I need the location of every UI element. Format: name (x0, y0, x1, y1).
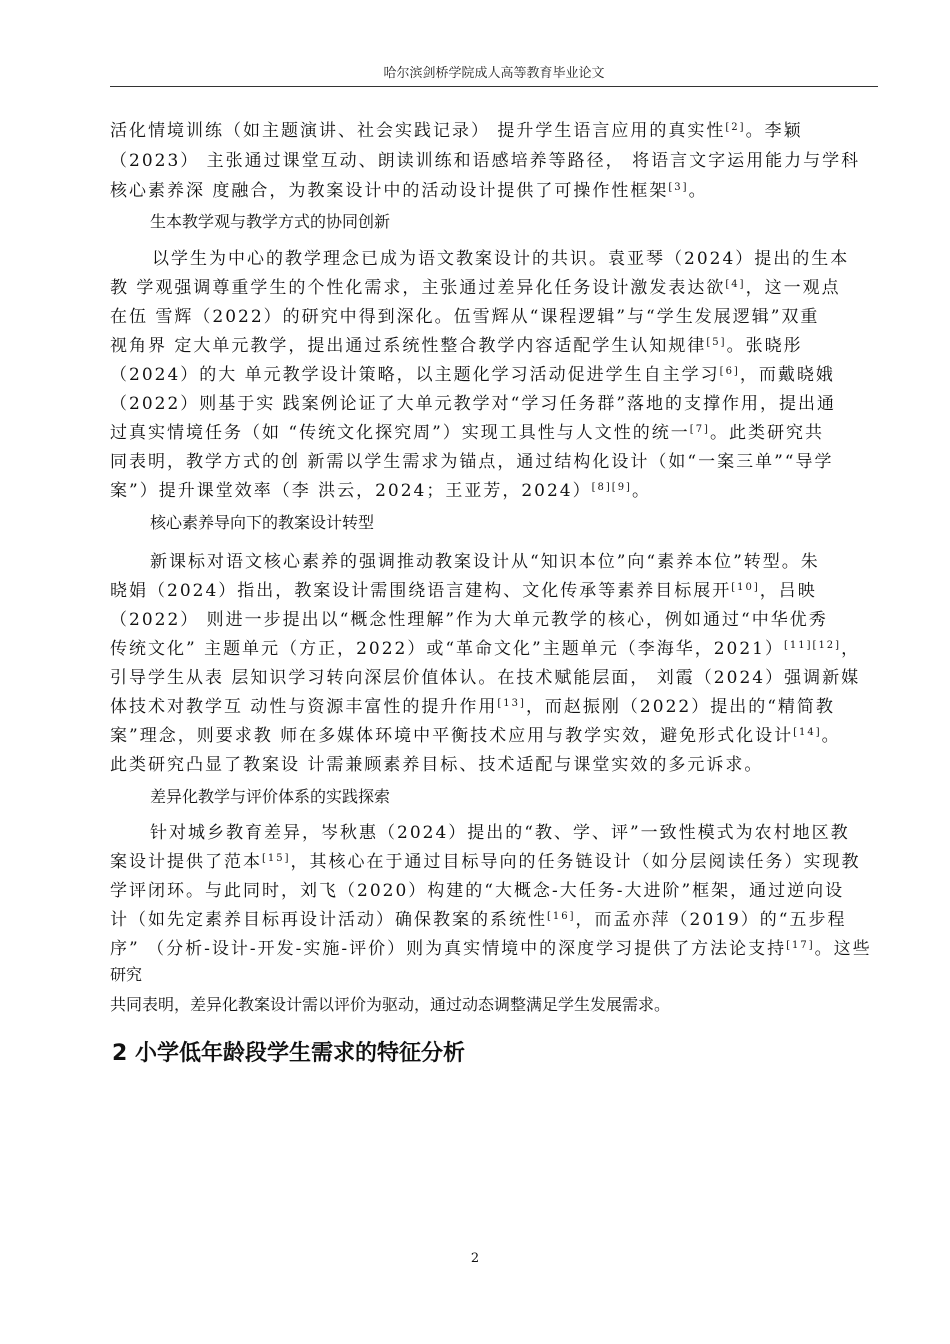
citation-superscript: [5] (706, 337, 727, 348)
text-line (110, 277, 841, 299)
line-text-after: 。 (688, 181, 708, 201)
citation-superscript: [10] (731, 582, 760, 593)
line-text: 以学生为中心的教学理念已成为语文教案设计的共识。袁亚琴（2024）提出的生本 (152, 249, 850, 269)
line-text: 教 学观强调尊重学生的个性化需求，主张通过差异化任务设计激发表达欲 (110, 278, 726, 298)
citation-superscript: [7] (689, 424, 710, 435)
line-text: 传统文化” 主题单元（方正，2022）或“革命文化”主题单元（李海华，2021） (110, 639, 785, 659)
line-text-after: ，而戴晓娥 (739, 365, 835, 385)
citation-superscript: [16] (547, 911, 576, 922)
line-text-after: 。 (631, 481, 651, 501)
text-line (110, 609, 828, 631)
page-number: 2 (470, 1251, 480, 1266)
line-text-after: ，吕映 (759, 581, 817, 601)
text-line (110, 120, 803, 142)
line-text: 生本教学观与教学方式的协同创新 (150, 212, 391, 231)
line-text: 案”）提升课堂效率（李 洪云，2024；王亚芳，2024） (110, 481, 592, 501)
citation-superscript: [6] (719, 366, 740, 377)
text-line (150, 551, 820, 573)
text-line (110, 180, 708, 202)
text-line (110, 754, 763, 776)
text-line (110, 638, 860, 660)
line-text: 视角界 定大单元教学，提出通过系统性整合教学内容适配学生认知规律 (110, 336, 707, 356)
line-text: 核心素养深 度融合，为教案设计中的活动设计提供了可操作性框架 (110, 181, 669, 201)
line-text: 核心素养导向下的教案设计转型 (150, 513, 375, 532)
citation-superscript: [13] (497, 698, 526, 709)
header-rule (110, 86, 878, 87)
text-line (150, 512, 374, 534)
citation-superscript: [11][12] (784, 640, 842, 651)
line-text: 引导学生从表 层知识学习转向深层价值体认。在技术赋能层面， 刘霞（2024）强调新媒 (110, 668, 861, 688)
line-text: 案设计提供了范本 (110, 852, 262, 872)
text-line (110, 696, 835, 718)
citation-superscript: [17] (786, 940, 815, 951)
line-text: 活化情境训练（如主题演讲、社会实践记录） 提升学生语言应用的真实性 (110, 121, 726, 141)
line-text: 此类研究凸显了教案设 计需兼顾素养目标、技术适配与课堂实效的多元诉求。 (110, 755, 764, 775)
line-text-after: ，这一观点 (745, 278, 841, 298)
line-text-after: ， (841, 639, 861, 659)
line-text: 案”理念，则要求教 师在多媒体环境中平衡技术应用与教学实效，避免形式化设计 (110, 726, 794, 746)
text-line (110, 725, 841, 747)
text-line (150, 211, 390, 233)
text-line (150, 786, 390, 808)
text-line (110, 480, 651, 502)
text-line (110, 964, 142, 986)
line-text: （2022） 则进一步提出以“概念性理解”作为大单元教学的核心，例如通过“中华优秀 (110, 610, 828, 630)
text-line (150, 822, 850, 844)
line-text: （2024）的大 单元教学设计策略，以主题化学习活动促进学生自主学习 (110, 365, 720, 385)
line-text: （2023） 主张通过课堂互动、朗读训练和语感培养等路径， 将语言文字运用能力与学科 (110, 151, 861, 171)
text-line (110, 580, 817, 602)
line-text-after: 。此类研究共 (709, 423, 824, 443)
text-line (110, 880, 844, 902)
text-line (110, 364, 835, 386)
line-text-after: 。这些 (814, 939, 872, 959)
text-line (152, 248, 849, 270)
text-line (110, 451, 833, 473)
text-line (110, 150, 860, 172)
text-line (110, 306, 819, 328)
line-text: 差异化教学与评价体系的实践探索 (150, 787, 391, 806)
line-text-after: 。李颖 (745, 121, 803, 141)
running-header: 哈尔滨剑桥学院成人高等教育毕业论文 (383, 66, 605, 81)
line-text-after: 。张晓彤 (726, 336, 803, 356)
text-line (110, 335, 803, 357)
line-text-after: ，而孟亦萍（2019）的“五步程 (575, 910, 847, 930)
line-text-after: ，而赵振刚（2022）提出的“精简教 (525, 697, 835, 717)
text-line (110, 909, 847, 931)
citation-superscript: [2] (725, 122, 746, 133)
text-line (110, 938, 872, 960)
line-text: 研究 (110, 965, 143, 984)
text-line (110, 994, 670, 1016)
line-text: 晓娟（2024）指出，教案设计需围绕语言建构、文化传承等素养目标展开 (110, 581, 732, 601)
line-text: 在伍 雪辉（2022）的研究中得到深化。伍雪辉从“课程逻辑”与“学生发展逻辑”双重 (110, 307, 820, 327)
citation-superscript: [3] (668, 182, 689, 193)
line-text: 新课标对语文核心素养的强调推动教案设计从“知识本位”向“素养本位”转型。朱 (150, 552, 820, 572)
line-text: 学评闭环。与此同时，刘飞（2020）构建的“大概念-大任务-大进阶”框架，通过逆向设 (110, 881, 845, 901)
text-line (110, 393, 836, 415)
section-heading: 2 小学低年龄段学生需求的特征分析 (112, 1041, 465, 1066)
line-text-after: ，其核心在于通过目标导向的任务链设计（如分层阅读任务）实现教 (290, 852, 861, 872)
line-text: 体技术对教学互 动性与资源丰富性的提升作用 (110, 697, 498, 717)
text-line (110, 851, 861, 873)
line-text: 过真实情境任务（如 “传统文化探究周”）实现工具性与人文性的统一 (110, 423, 690, 443)
citation-superscript: [15] (262, 853, 291, 864)
line-text: （2022）则基于实 践案例论证了大单元教学对“学习任务群”落地的支撑作用，提出通 (110, 394, 837, 414)
line-text: 序” （分析-设计-开发-实施-评价）则为真实情境中的深度学习提供了方法论支持 (110, 939, 787, 959)
citation-superscript: [4] (725, 279, 746, 290)
text-line (110, 422, 824, 444)
line-text-after: 。 (821, 726, 841, 746)
line-text: 同表明，教学方式的创 新需以学生需求为锚点，通过结构化设计（如“一案三单”“导学 (110, 452, 834, 472)
citation-superscript: [8][9] (591, 482, 632, 493)
line-text: 针对城乡教育差异，岑秋惠（2024）提出的“教、学、评”一致性模式为农村地区教 (150, 823, 850, 843)
text-line (110, 667, 860, 689)
line-text: 共同表明，差异化教案设计需以评价为驱动，通过动态调整满足学生发展需求。 (110, 995, 671, 1014)
line-text: 计（如先定素养目标再设计活动）确保教案的系统性 (110, 910, 547, 930)
citation-superscript: [14] (793, 727, 822, 738)
